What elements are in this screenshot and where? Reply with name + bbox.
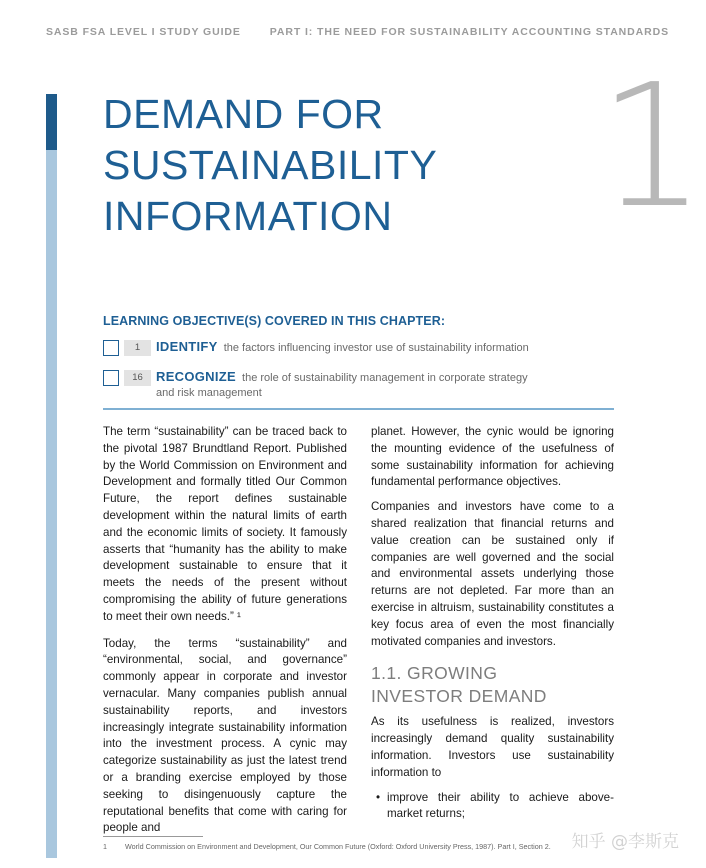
section-heading-line: 1.1. GROWING <box>371 663 498 684</box>
footnote-rule <box>103 836 203 837</box>
bullet-icon: • <box>376 790 381 804</box>
running-header-left: SASB FSA LEVEL I STUDY GUIDE <box>46 26 241 38</box>
body-paragraph: Companies and investors have come to a shared realization that financial returns and value creation can be sustained only if companies are well governed and the social and environmental assets underlying those returns are not depleted. Far more than an exercise in altruism, sustainability constitutes a key focus area of even the most financially motivated companies and investors. <box>371 500 614 648</box>
chapter-title-line: SUSTAINABILITY <box>103 142 438 188</box>
objective-verb: IDENTIFY <box>156 339 218 354</box>
watermark <box>572 827 679 852</box>
objective-verb: RECOGNIZE <box>156 369 236 384</box>
section-heading <box>371 662 614 707</box>
list-item-text: improve their ability to achieve above-market returns; <box>387 790 614 821</box>
chapter-title <box>103 89 573 242</box>
margin-accent-bar <box>46 150 57 858</box>
objective-number: 1 <box>124 340 151 356</box>
footnote <box>103 842 551 851</box>
objective-text <box>156 369 576 401</box>
body-column-left <box>103 424 347 847</box>
objective-description: the role of sustainability management in corporate strategy <box>242 372 528 384</box>
list-item <box>371 790 614 824</box>
body-paragraph: Today, the terms “sustainability” and “environmental, social, and governance” commonly appear in corporate and investor vernacular. Many companies publish annual sustainability reports, and investors increasingly integrate sustainability information into the investment process. A cynic may categorize sustainability as just the latest trend or a branding exercise employed by those seeking to disingenuously capture the reputational benefits that come with caring for people and <box>103 636 347 835</box>
footnote-text: World Commission on Environment and Development, Our Common Future (Oxford: Oxford University Press, 1987). Part I, Section 2. <box>125 842 551 851</box>
chapter-title-line: INFORMATION <box>103 193 393 239</box>
body-paragraph: As its usefulness is realized, investors increasingly demand quality sustainability information. Investors use sustainability information to <box>371 715 614 779</box>
body-column-right <box>371 424 614 823</box>
objective-text <box>156 339 576 356</box>
chapter-number: 1 <box>598 48 706 246</box>
objective-checkbox[interactable] <box>103 370 119 386</box>
objective-description: the factors influencing investor use of sustainability information <box>223 342 529 354</box>
section-heading-line: INVESTOR DEMAND <box>371 685 547 706</box>
chapter-accent-bar <box>46 94 57 150</box>
section-divider <box>103 408 614 410</box>
body-paragraph: The term “sustainability” can be traced back to the pivotal 1987 Brundtland Report. Published by the World Commission on Environment and Development and formally titled Our Common Future, the report defines sustainable development within the natural limits of earth and the economic limits of society. It famously asserts that “humanity has the ability to make development sustainable to ensure that it meets the needs of the present without compromising the ability of future generations to meet their own needs.” ¹ <box>103 425 347 623</box>
running-header-right: PART I: THE NEED FOR SUSTAINABILITY ACCOUNTING STANDARDS <box>269 26 669 38</box>
chapter-title-line: DEMAND FOR <box>103 91 384 137</box>
bullet-list <box>371 790 614 824</box>
footnote-number: 1 <box>103 842 107 851</box>
objective-checkbox[interactable] <box>103 340 119 356</box>
objective-description-continued: and risk management <box>156 387 262 399</box>
learning-objectives-heading: LEARNING OBJECTIVE(S) COVERED IN THIS CHAPTER: <box>103 314 446 328</box>
objective-number: 16 <box>124 370 151 386</box>
watermark-text: 知乎 @李斯克 <box>571 832 679 852</box>
body-paragraph: planet. However, the cynic would be ignoring the mounting evidence of the usefulness of some sustainability information for achieving fundamental performance objectives. <box>371 425 614 489</box>
